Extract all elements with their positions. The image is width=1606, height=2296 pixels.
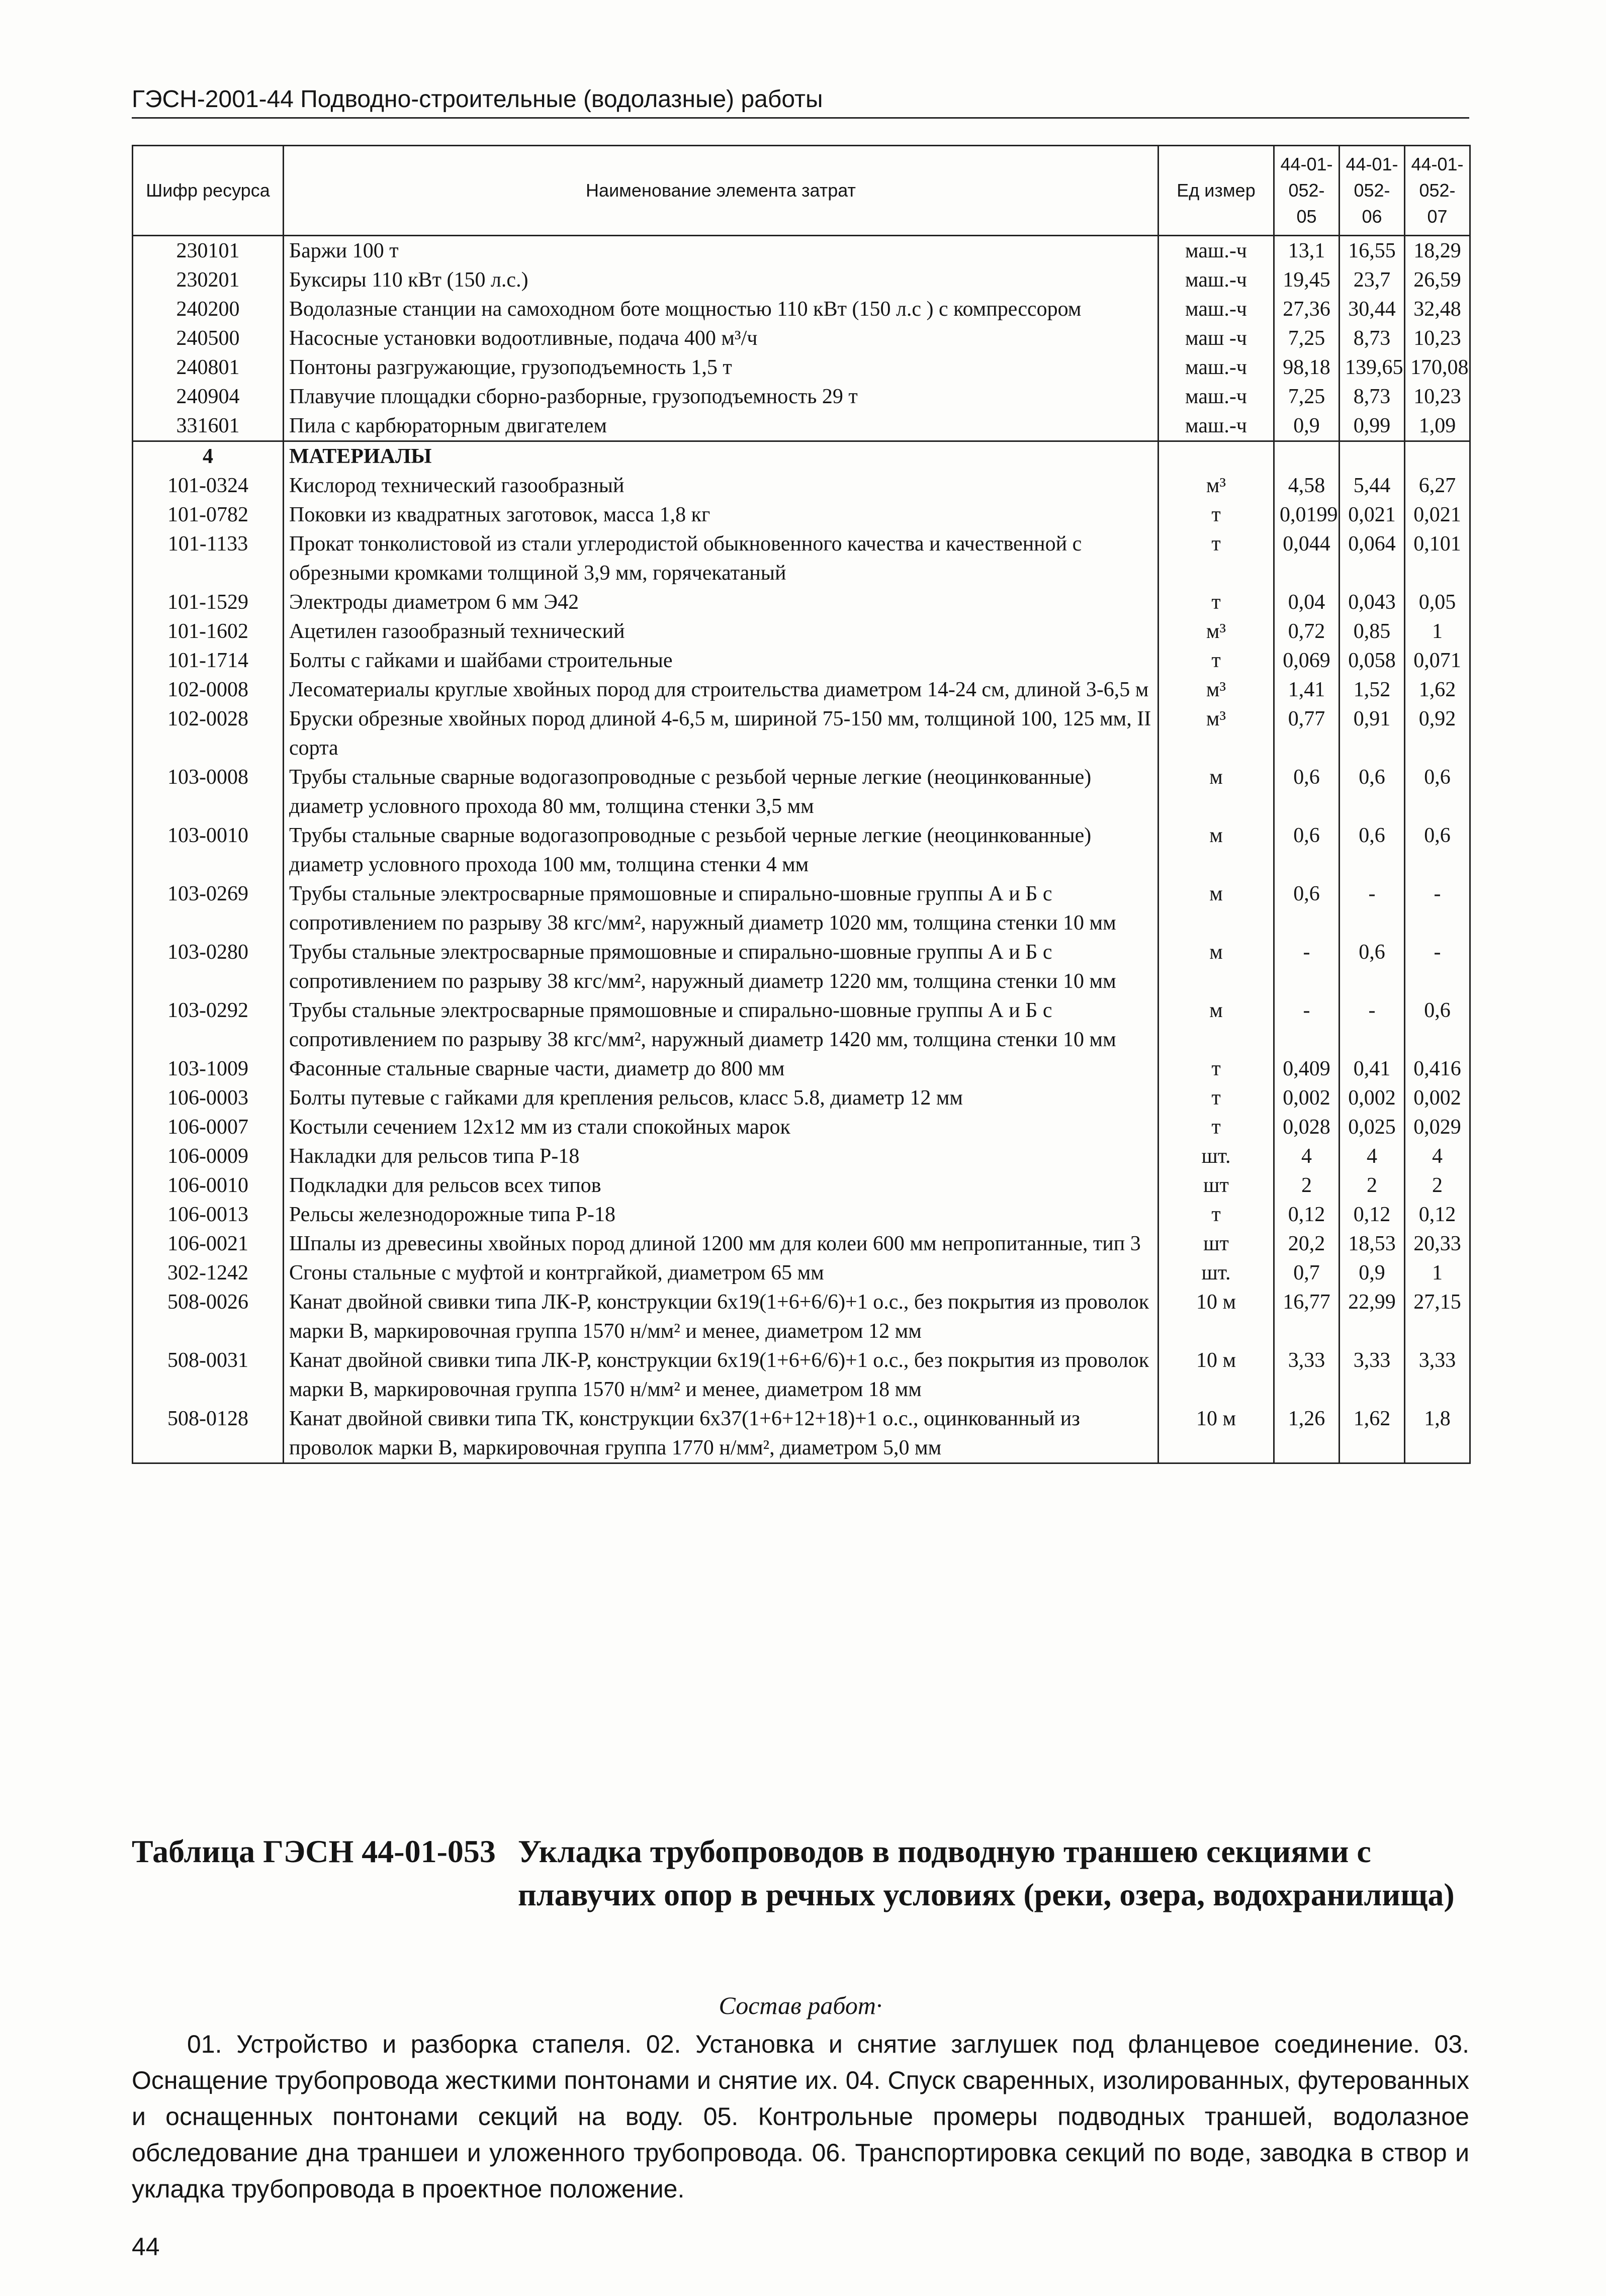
cell-value-1: 0,044 (1274, 529, 1340, 588)
cell-value-2: 0,99 (1340, 411, 1405, 441)
cell-unit: маш.-ч (1158, 236, 1274, 266)
cell-name: Шпалы из древесины хвойных пород длиной 1200 мм для колеи 600 мм непропитанные, тип 3 (284, 1229, 1158, 1258)
cell-name: Баржи 100 т (284, 236, 1158, 266)
cell-value-1: 7,25 (1274, 382, 1340, 411)
cell-unit: маш.-ч (1158, 382, 1274, 411)
table-row (133, 1142, 1470, 1171)
cell-name: Электроды диаметром 6 мм Э42 (284, 588, 1158, 617)
table-row (133, 236, 1470, 266)
cell-value-1: 4,58 (1274, 471, 1340, 500)
cell-code: 106-0010 (133, 1171, 284, 1200)
cell-value-3: 0,12 (1405, 1200, 1470, 1229)
cell-value-1: 0,12 (1274, 1200, 1340, 1229)
cell-value-1: 1,41 (1274, 675, 1340, 704)
section-title-prefix: Таблица ГЭСН 44-01-053 (132, 1833, 496, 1869)
cell-code: 102-0028 (133, 704, 284, 763)
cell-value-2: 5,44 (1340, 471, 1405, 500)
cell-value-1: 20,2 (1274, 1229, 1340, 1258)
cell-code: 103-0269 (133, 879, 284, 938)
table-row (133, 617, 1470, 646)
cell-unit: шт (1158, 1171, 1274, 1200)
cell-value-3: 6,27 (1405, 471, 1470, 500)
cell-code: 101-0782 (133, 500, 284, 529)
resource-table (132, 145, 1471, 1464)
cell-value-3: 1 (1405, 617, 1470, 646)
cell-unit: маш.-ч (1158, 295, 1274, 324)
cell-unit: шт (1158, 1229, 1274, 1258)
cell-name: Кислород технический газообразный (284, 471, 1158, 500)
cell-code: 101-1133 (133, 529, 284, 588)
cell-code: 103-0008 (133, 763, 284, 821)
cell-unit: м (1158, 938, 1274, 996)
cell-value-3: - (1405, 938, 1470, 996)
table-row (133, 1171, 1470, 1200)
cell-name: Пила с карбюраторным двигателем (284, 411, 1158, 441)
cell-name: Болты с гайками и шайбами строительные (284, 646, 1158, 675)
cell-unit: т (1158, 1113, 1274, 1142)
cell-code: 106-0009 (133, 1142, 284, 1171)
cell-value-2: 139,65 (1340, 353, 1405, 382)
cell-value-1: 0,04 (1274, 588, 1340, 617)
cell-value-2: 0,025 (1340, 1113, 1405, 1142)
cell-value-3: 0,6 (1405, 821, 1470, 879)
cell-unit: 10 м (1158, 1346, 1274, 1404)
cell-unit: т (1158, 1083, 1274, 1113)
cell-code: 240904 (133, 382, 284, 411)
cell-value-2: 0,064 (1340, 529, 1405, 588)
cell-value-3: 1,62 (1405, 675, 1470, 704)
cell-value-3: - (1405, 879, 1470, 938)
cell-unit: м (1158, 879, 1274, 938)
table-row (133, 1113, 1470, 1142)
cell-value-2: 16,55 (1340, 236, 1405, 266)
cell-name: Бруски обрезные хвойных пород длиной 4-6,5 м, шириной 75-150 мм, толщиной 100, 125 мм, II сорта (284, 704, 1158, 763)
cell-value-2: 0,12 (1340, 1200, 1405, 1229)
cell-unit: 10 м (1158, 1288, 1274, 1346)
cell-value-2: 1,52 (1340, 675, 1405, 704)
cell-value-3: 1 (1405, 1258, 1470, 1288)
cell-value-2: - (1340, 996, 1405, 1054)
cell-value-1: 0,9 (1274, 411, 1340, 441)
header-code: Шифр ресурса (133, 146, 284, 236)
table-row (133, 1288, 1470, 1346)
cell-code: 106-0013 (133, 1200, 284, 1229)
cell-value-3: 0,6 (1405, 763, 1470, 821)
cell-value-2: 0,021 (1340, 500, 1405, 529)
cell-value-3 (1405, 441, 1470, 472)
header-col-2: 44-01-052-06 (1340, 146, 1405, 236)
cell-name: Рельсы железнодорожные типа Р-18 (284, 1200, 1158, 1229)
cell-value-1: 0,6 (1274, 879, 1340, 938)
cell-value-2: 3,33 (1340, 1346, 1405, 1404)
cell-value-3: 170,08 (1405, 353, 1470, 382)
cell-code: 106-0021 (133, 1229, 284, 1258)
cell-value-3: 0,05 (1405, 588, 1470, 617)
cell-name: Канат двойной свивки типа ТК, конструкции 6х37(1+6+12+18)+1 о.с., оцинкованный из проволок марки В, маркировочная группа 1770 н/мм², диаметром 5,0 мм (284, 1404, 1158, 1463)
cell-value-3: 0,071 (1405, 646, 1470, 675)
cell-name: Канат двойной свивки типа ЛК-Р, конструкции 6х19(1+6+6/6)+1 о.с., без покрытия из проволок марки В, маркировочная группа 1570 н/мм² и менее, диаметром 18 мм (284, 1346, 1158, 1404)
cell-name: Подкладки для рельсов всех типов (284, 1171, 1158, 1200)
cell-value-3: 0,021 (1405, 500, 1470, 529)
cell-code: 508-0031 (133, 1346, 284, 1404)
cell-code: 230101 (133, 236, 284, 266)
cell-name: Плавучие площадки сборно-разборные, грузоподъемность 29 т (284, 382, 1158, 411)
cell-value-1: 2 (1274, 1171, 1340, 1200)
cell-unit: т (1158, 646, 1274, 675)
cell-value-2: 8,73 (1340, 382, 1405, 411)
cell-unit: м³ (1158, 617, 1274, 646)
cell-unit: т (1158, 1200, 1274, 1229)
cell-value-2: 0,6 (1340, 763, 1405, 821)
cell-value-1: 27,36 (1274, 295, 1340, 324)
cell-value-2 (1340, 441, 1405, 472)
cell-name: Фасонные стальные сварные части, диаметр до 800 мм (284, 1054, 1158, 1083)
cell-code: 508-0026 (133, 1288, 284, 1346)
cell-code: 508-0128 (133, 1404, 284, 1463)
cell-value-2: 2 (1340, 1171, 1405, 1200)
cell-value-2: 0,6 (1340, 821, 1405, 879)
cell-value-3: 0,416 (1405, 1054, 1470, 1083)
cell-value-3: 10,23 (1405, 382, 1470, 411)
table-row (133, 675, 1470, 704)
cell-code: 302-1242 (133, 1258, 284, 1288)
header-name: Наименование элемента затрат (284, 146, 1158, 236)
cell-unit: шт. (1158, 1258, 1274, 1288)
composition-text: 01. Устройство и разборка стапеля. 02. Установка и снятие заглушек под фланцевое соединение. 03. Оснащение трубопровода жесткими понтонами и снятие их. 04. Спуск сваренных, изолированных, футерованных и оснащенных понтонами секций на воду. 05. Контрольные промеры подводных траншей, водолазное обследование дна траншеи и уложенного трубопровода. 06. Транспортировка секций по воде, заводка в створ и укладка трубопровода в проектное положение. (132, 2030, 1469, 2203)
cell-name: Трубы стальные сварные водогазопроводные с резьбой черные легкие (неоцинкованные) диаметр условного прохода 100 мм, толщина стенки 4 мм (284, 821, 1158, 879)
cell-code: 230201 (133, 265, 284, 295)
table-row (133, 1404, 1470, 1463)
table-row (133, 763, 1470, 821)
cell-value-1: 13,1 (1274, 236, 1340, 266)
cell-value-1 (1274, 441, 1340, 472)
table-row (133, 265, 1470, 295)
cell-value-3: 3,33 (1405, 1346, 1470, 1404)
table-row (133, 821, 1470, 879)
cell-value-1: 7,25 (1274, 324, 1340, 353)
cell-value-2: 0,002 (1340, 1083, 1405, 1113)
table-row (133, 471, 1470, 500)
table-row (133, 411, 1470, 441)
cell-value-3: 0,6 (1405, 996, 1470, 1054)
table-row (133, 938, 1470, 996)
cell-name: Трубы стальные электросварные прямошовные и спирально-шовные группы А и Б с сопротивлением по разрыву 38 кгс/мм², наружный диаметр 1420 мм, толщина стенки 10 мм (284, 996, 1158, 1054)
cell-value-2: 0,043 (1340, 588, 1405, 617)
table-row (133, 588, 1470, 617)
cell-value-1: 1,26 (1274, 1404, 1340, 1463)
cell-value-2: - (1340, 879, 1405, 938)
cell-value-3: 10,23 (1405, 324, 1470, 353)
cell-name: Трубы стальные электросварные прямошовные и спирально-шовные группы А и Б с сопротивлением по разрыву 38 кгс/мм², наружный диаметр 1020 мм, толщина стенки 10 мм (284, 879, 1158, 938)
cell-value-2: 8,73 (1340, 324, 1405, 353)
cell-name: Ацетилен газообразный технический (284, 617, 1158, 646)
table-row (133, 1258, 1470, 1288)
table-row (133, 704, 1470, 763)
cell-value-1: 0,0199 (1274, 500, 1340, 529)
cell-value-1: 0,028 (1274, 1113, 1340, 1142)
cell-unit: т (1158, 588, 1274, 617)
table-row (133, 529, 1470, 588)
cell-name: Костыли сечением 12х12 мм из стали спокойных марок (284, 1113, 1158, 1142)
table-header-row (133, 146, 1470, 236)
cell-unit: 10 м (1158, 1404, 1274, 1463)
cell-unit: м³ (1158, 675, 1274, 704)
cell-value-3: 0,002 (1405, 1083, 1470, 1113)
table-row (133, 295, 1470, 324)
cell-value-2: 0,058 (1340, 646, 1405, 675)
table-row (133, 1346, 1470, 1404)
cell-value-3: 0,92 (1405, 704, 1470, 763)
cell-name: Буксиры 110 кВт (150 л.с.) (284, 265, 1158, 295)
cell-value-3: 2 (1405, 1171, 1470, 1200)
cell-value-2: 0,41 (1340, 1054, 1405, 1083)
cell-value-1: 0,7 (1274, 1258, 1340, 1288)
cell-value-2: 30,44 (1340, 295, 1405, 324)
cell-value-1: - (1274, 996, 1340, 1054)
cell-unit: м³ (1158, 471, 1274, 500)
cell-name: Болты путевые с гайками для крепления рельсов, класс 5.8, диаметр 12 мм (284, 1083, 1158, 1113)
cell-value-2: 0,9 (1340, 1258, 1405, 1288)
cell-unit: маш.-ч (1158, 265, 1274, 295)
header-unit: Ед измер (1158, 146, 1274, 236)
cell-name: Трубы стальные электросварные прямошовные и спирально-шовные группы А и Б с сопротивлением по разрыву 38 кгс/мм², наружный диаметр 1220 мм, толщина стенки 10 мм (284, 938, 1158, 996)
cell-code: 101-0324 (133, 471, 284, 500)
page-number: 44 (132, 2233, 160, 2261)
cell-name: МАТЕРИАЛЫ (284, 441, 1158, 472)
cell-value-1: 0,6 (1274, 821, 1340, 879)
cell-code: 101-1714 (133, 646, 284, 675)
cell-value-2: 22,99 (1340, 1288, 1405, 1346)
cell-unit: шт. (1158, 1142, 1274, 1171)
cell-value-3: 26,59 (1405, 265, 1470, 295)
cell-unit: м (1158, 996, 1274, 1054)
cell-code: 106-0007 (133, 1113, 284, 1142)
section-row (133, 441, 1470, 472)
cell-value-2: 0,85 (1340, 617, 1405, 646)
cell-unit (1158, 441, 1274, 472)
table-row (133, 1229, 1470, 1258)
cell-value-2: 23,7 (1340, 265, 1405, 295)
cell-name: Накладки для рельсов типа Р-18 (284, 1142, 1158, 1171)
cell-code: 103-0292 (133, 996, 284, 1054)
cell-value-1: 3,33 (1274, 1346, 1340, 1404)
cell-value-1: - (1274, 938, 1340, 996)
cell-unit: м (1158, 763, 1274, 821)
cell-name: Сгоны стальные с муфтой и контргайкой, диаметром 65 мм (284, 1258, 1158, 1288)
cell-code: 101-1602 (133, 617, 284, 646)
cell-unit: маш -ч (1158, 324, 1274, 353)
cell-unit: маш.-ч (1158, 411, 1274, 441)
cell-value-1: 0,069 (1274, 646, 1340, 675)
cell-value-3: 1,8 (1405, 1404, 1470, 1463)
cell-name: Насосные установки водоотливные, подача 400 м³/ч (284, 324, 1158, 353)
table-row (133, 1200, 1470, 1229)
section-title-text: Укладка трубопроводов в подводную траншею секциями с плавучих опор в речных условиях (реки, озера, водохранилища) (518, 1833, 1455, 1912)
cell-code: 102-0008 (133, 675, 284, 704)
table-row (133, 1054, 1470, 1083)
cell-name: Трубы стальные сварные водогазопроводные с резьбой черные легкие (неоцинкованные) диаметр условного прохода 80 мм, толщина стенки 3,5 мм (284, 763, 1158, 821)
cell-value-2: 0,6 (1340, 938, 1405, 996)
cell-value-3: 20,33 (1405, 1229, 1470, 1258)
cell-unit: т (1158, 529, 1274, 588)
cell-value-3: 1,09 (1405, 411, 1470, 441)
running-head: ГЭСН-2001-44 Подводно-строительные (водолазные) работы (132, 85, 1469, 119)
cell-name: Прокат тонколистовой из стали углеродистой обыкновенного качества и качественной с обрезными кромками толщиной 3,9 мм, горячекатаный (284, 529, 1158, 588)
cell-name: Лесоматериалы круглые хвойных пород для строительства диаметром 14-24 см, длиной 3-6,5 м (284, 675, 1158, 704)
table-body (133, 236, 1470, 1463)
cell-name: Понтоны разгружающие, грузоподъемность 1,5 т (284, 353, 1158, 382)
cell-value-1: 0,409 (1274, 1054, 1340, 1083)
table-row (133, 353, 1470, 382)
cell-name: Поковки из квадратных заготовок, масса 1,8 кг (284, 500, 1158, 529)
table-row (133, 500, 1470, 529)
cell-unit: т (1158, 500, 1274, 529)
cell-unit: т (1158, 1054, 1274, 1083)
cell-value-1: 4 (1274, 1142, 1340, 1171)
header-col-1: 44-01-052-05 (1274, 146, 1340, 236)
table-row (133, 646, 1470, 675)
composition-heading: Состав работ· (719, 1991, 882, 2019)
cell-name: Водолазные станции на самоходном боте мощностью 110 кВт (150 л.с ) с компрессором (284, 295, 1158, 324)
cell-value-3: 0,101 (1405, 529, 1470, 588)
cell-code: 240200 (133, 295, 284, 324)
section-title (132, 1830, 1469, 1916)
cell-value-1: 19,45 (1274, 265, 1340, 295)
cell-code: 4 (133, 441, 284, 472)
cell-unit: маш.-ч (1158, 353, 1274, 382)
table-row (133, 996, 1470, 1054)
table-row (133, 382, 1470, 411)
cell-value-1: 0,002 (1274, 1083, 1340, 1113)
cell-value-3: 4 (1405, 1142, 1470, 1171)
cell-value-3: 32,48 (1405, 295, 1470, 324)
cell-value-1: 0,72 (1274, 617, 1340, 646)
cell-code: 103-1009 (133, 1054, 284, 1083)
table-row (133, 1083, 1470, 1113)
table-row (133, 879, 1470, 938)
cell-value-1: 16,77 (1274, 1288, 1340, 1346)
cell-value-3: 18,29 (1405, 236, 1470, 266)
cell-code: 106-0003 (133, 1083, 284, 1113)
cell-code: 240500 (133, 324, 284, 353)
cell-code: 103-0010 (133, 821, 284, 879)
cell-value-2: 18,53 (1340, 1229, 1405, 1258)
cell-value-2: 1,62 (1340, 1404, 1405, 1463)
cell-code: 240801 (133, 353, 284, 382)
cell-value-1: 98,18 (1274, 353, 1340, 382)
cell-code: 103-0280 (133, 938, 284, 996)
cell-code: 101-1529 (133, 588, 284, 617)
cell-value-3: 27,15 (1405, 1288, 1470, 1346)
cell-value-1: 0,77 (1274, 704, 1340, 763)
cell-code: 331601 (133, 411, 284, 441)
cell-value-1: 0,6 (1274, 763, 1340, 821)
cell-value-2: 0,91 (1340, 704, 1405, 763)
cell-name: Канат двойной свивки типа ЛК-Р, конструкции 6х19(1+6+6/6)+1 о.с., без покрытия из проволок марки В, маркировочная группа 1570 н/мм² и менее, диаметром 12 мм (284, 1288, 1158, 1346)
table-row (133, 324, 1470, 353)
cell-value-2: 4 (1340, 1142, 1405, 1171)
cell-unit: м (1158, 821, 1274, 879)
cell-value-3: 0,029 (1405, 1113, 1470, 1142)
header-col-3: 44-01-052-07 (1405, 146, 1470, 236)
cell-unit: м³ (1158, 704, 1274, 763)
